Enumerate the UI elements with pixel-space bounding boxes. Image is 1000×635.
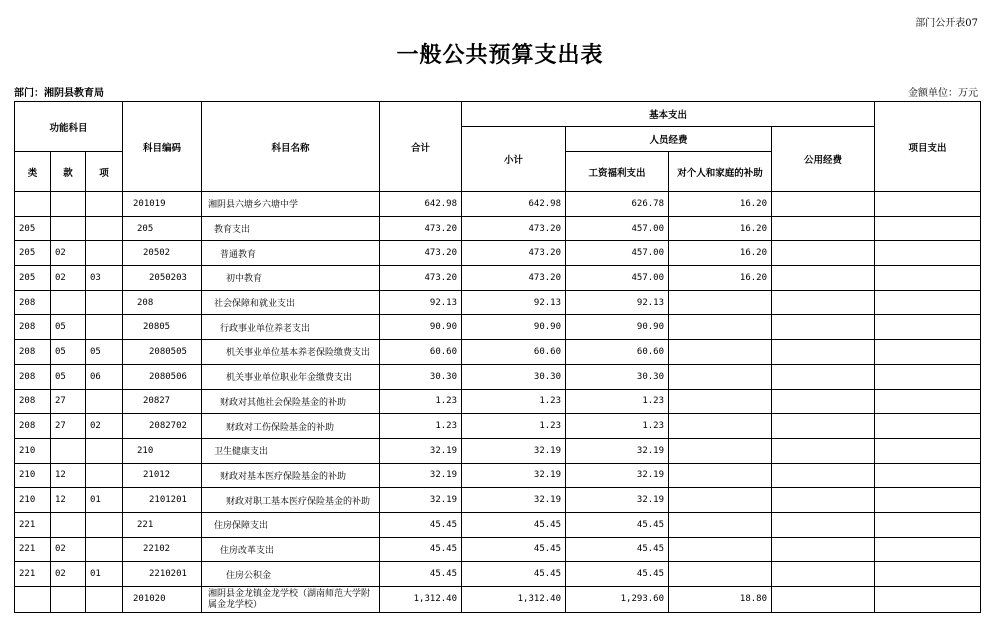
- header-total: 合计: [380, 102, 462, 192]
- cell-public: [772, 537, 875, 562]
- cell-subsidy: 16.20: [669, 241, 772, 266]
- cell-name: 普通教育: [202, 241, 380, 266]
- cell-public: [772, 241, 875, 266]
- cell-salary: 30.30: [566, 364, 669, 389]
- cell-subtotal: 473.20: [462, 266, 566, 291]
- cell-kuan: [51, 192, 86, 217]
- table-row: [15, 587, 981, 613]
- cell-subsidy: [669, 414, 772, 439]
- cell-subtotal: 45.45: [462, 512, 566, 537]
- cell-code: 20502: [123, 241, 202, 266]
- cell-salary: 1.23: [566, 414, 669, 439]
- cell-xiang: [86, 216, 123, 241]
- cell-lei: 221: [15, 512, 51, 537]
- cell-code: 221: [123, 512, 202, 537]
- cell-public: [772, 488, 875, 513]
- cell-project: [875, 340, 981, 365]
- header-xiang: 项: [86, 152, 123, 192]
- cell-code: 210: [123, 438, 202, 463]
- cell-xiang: [86, 512, 123, 537]
- cell-total: 32.19: [380, 463, 462, 488]
- cell-total: 92.13: [380, 290, 462, 315]
- cell-public: [772, 340, 875, 365]
- cell-lei: 221: [15, 562, 51, 587]
- cell-total: 473.20: [380, 266, 462, 291]
- cell-code: 2101201: [123, 488, 202, 513]
- cell-name: 初中教育: [202, 266, 380, 291]
- cell-project: [875, 438, 981, 463]
- cell-xiang: [86, 290, 123, 315]
- cell-xiang: 03: [86, 266, 123, 291]
- cell-lei: 205: [15, 266, 51, 291]
- table-code: 部门公开表07: [915, 18, 978, 29]
- cell-salary: 45.45: [566, 512, 669, 537]
- cell-subsidy: [669, 488, 772, 513]
- cell-subsidy: [669, 438, 772, 463]
- cell-kuan: 02: [51, 537, 86, 562]
- cell-xiang: 01: [86, 562, 123, 587]
- cell-salary: 457.00: [566, 241, 669, 266]
- cell-lei: 208: [15, 340, 51, 365]
- cell-kuan: 12: [51, 463, 86, 488]
- cell-code: 208: [123, 290, 202, 315]
- cell-public: [772, 587, 875, 613]
- table-row: [15, 216, 981, 241]
- table-row: [15, 512, 981, 537]
- cell-subtotal: 473.20: [462, 241, 566, 266]
- cell-project: [875, 315, 981, 340]
- table-row: [15, 463, 981, 488]
- cell-subsidy: 16.20: [669, 216, 772, 241]
- cell-subtotal: 32.19: [462, 463, 566, 488]
- cell-subtotal: 45.45: [462, 562, 566, 587]
- cell-project: [875, 364, 981, 389]
- cell-xiang: [86, 315, 123, 340]
- cell-subtotal: 1.23: [462, 414, 566, 439]
- cell-public: [772, 315, 875, 340]
- cell-kuan: [51, 290, 86, 315]
- cell-lei: 205: [15, 216, 51, 241]
- cell-subtotal: 45.45: [462, 537, 566, 562]
- cell-total: 45.45: [380, 562, 462, 587]
- cell-xiang: 02: [86, 414, 123, 439]
- cell-subtotal: 1,312.40: [462, 587, 566, 613]
- cell-lei: 208: [15, 290, 51, 315]
- cell-total: 1,312.40: [380, 587, 462, 613]
- header-kuan: 款: [51, 152, 86, 192]
- header-basic: 基本支出: [462, 102, 875, 127]
- cell-public: [772, 438, 875, 463]
- cell-subsidy: [669, 562, 772, 587]
- cell-name: 财政对其他社会保险基金的补助: [202, 389, 380, 414]
- cell-kuan: 02: [51, 241, 86, 266]
- table-row: [15, 241, 981, 266]
- cell-kuan: 27: [51, 414, 86, 439]
- cell-project: [875, 266, 981, 291]
- cell-salary: 90.90: [566, 315, 669, 340]
- cell-public: [772, 389, 875, 414]
- cell-salary: 1.23: [566, 389, 669, 414]
- table-row: [15, 414, 981, 439]
- cell-public: [772, 266, 875, 291]
- cell-public: [772, 463, 875, 488]
- page-title: 一般公共预算支出表: [396, 42, 604, 68]
- cell-project: [875, 562, 981, 587]
- cell-salary: 45.45: [566, 562, 669, 587]
- cell-salary: 626.78: [566, 192, 669, 217]
- cell-total: 32.19: [380, 438, 462, 463]
- cell-name: 财政对基本医疗保险基金的补助: [202, 463, 380, 488]
- cell-salary: 457.00: [566, 266, 669, 291]
- cell-project: [875, 463, 981, 488]
- header-public: 公用经费: [772, 127, 875, 192]
- header-lei: 类: [15, 152, 51, 192]
- cell-kuan: 02: [51, 562, 86, 587]
- cell-subtotal: 32.19: [462, 488, 566, 513]
- cell-project: [875, 414, 981, 439]
- cell-kuan: 05: [51, 364, 86, 389]
- table-row: [15, 562, 981, 587]
- cell-project: [875, 587, 981, 613]
- cell-subtotal: 92.13: [462, 290, 566, 315]
- cell-public: [772, 512, 875, 537]
- cell-subsidy: 18.80: [669, 587, 772, 613]
- cell-xiang: 06: [86, 364, 123, 389]
- table-row: [15, 266, 981, 291]
- cell-name: 财政对工伤保险基金的补助: [202, 414, 380, 439]
- cell-subsidy: [669, 463, 772, 488]
- cell-total: 45.45: [380, 512, 462, 537]
- cell-lei: 208: [15, 414, 51, 439]
- cell-project: [875, 512, 981, 537]
- cell-total: 1.23: [380, 414, 462, 439]
- cell-subtotal: 30.30: [462, 364, 566, 389]
- cell-kuan: 05: [51, 315, 86, 340]
- cell-kuan: 02: [51, 266, 86, 291]
- table-row: [15, 389, 981, 414]
- cell-xiang: 01: [86, 488, 123, 513]
- cell-lei: 210: [15, 488, 51, 513]
- cell-subsidy: 16.20: [669, 192, 772, 217]
- cell-code: 201020: [123, 587, 202, 613]
- cell-project: [875, 488, 981, 513]
- header-code: 科目编码: [123, 102, 202, 192]
- cell-lei: [15, 587, 51, 613]
- header-subtotal: 小计: [462, 127, 566, 192]
- cell-kuan: [51, 438, 86, 463]
- cell-total: 90.90: [380, 315, 462, 340]
- cell-kuan: [51, 216, 86, 241]
- table-row: [15, 438, 981, 463]
- cell-public: [772, 414, 875, 439]
- cell-kuan: [51, 512, 86, 537]
- cell-total: 60.60: [380, 340, 462, 365]
- department-label: 部门：湘阴县教育局: [14, 88, 104, 99]
- cell-lei: 208: [15, 389, 51, 414]
- cell-name: 社会保障和就业支出: [202, 290, 380, 315]
- cell-xiang: [86, 389, 123, 414]
- cell-subsidy: [669, 364, 772, 389]
- cell-name: 财政对职工基本医疗保险基金的补助: [202, 488, 380, 513]
- header-project: 项目支出: [875, 102, 981, 192]
- cell-code: 22102: [123, 537, 202, 562]
- cell-subsidy: 16.20: [669, 266, 772, 291]
- cell-xiang: [86, 537, 123, 562]
- cell-kuan: 05: [51, 340, 86, 365]
- table-row: [15, 315, 981, 340]
- cell-lei: 210: [15, 438, 51, 463]
- table-row: [15, 488, 981, 513]
- header-func: 功能科目: [15, 102, 123, 152]
- table-row: [15, 192, 981, 217]
- cell-code: 2082702: [123, 414, 202, 439]
- cell-kuan: [51, 587, 86, 613]
- table-row: [15, 340, 981, 365]
- cell-project: [875, 216, 981, 241]
- cell-salary: 92.13: [566, 290, 669, 315]
- cell-xiang: [86, 587, 123, 613]
- cell-subsidy: [669, 389, 772, 414]
- cell-xiang: [86, 241, 123, 266]
- cell-name: 湘阴县六塘乡六塘中学: [202, 192, 380, 217]
- cell-code: 20827: [123, 389, 202, 414]
- cell-subtotal: 32.19: [462, 438, 566, 463]
- cell-name: 教育支出: [202, 216, 380, 241]
- cell-name: 住房公积金: [202, 562, 380, 587]
- cell-name: 卫生健康支出: [202, 438, 380, 463]
- cell-lei: 205: [15, 241, 51, 266]
- cell-subtotal: 90.90: [462, 315, 566, 340]
- cell-total: 642.98: [380, 192, 462, 217]
- cell-subsidy: [669, 290, 772, 315]
- cell-public: [772, 192, 875, 217]
- cell-subtotal: 60.60: [462, 340, 566, 365]
- cell-xiang: [86, 192, 123, 217]
- cell-code: 21012: [123, 463, 202, 488]
- header-subsidy: 对个人和家庭的补助: [669, 152, 772, 192]
- cell-total: 32.19: [380, 488, 462, 513]
- cell-project: [875, 389, 981, 414]
- cell-code: 2050203: [123, 266, 202, 291]
- cell-name: 机关事业单位职业年金缴费支出: [202, 364, 380, 389]
- cell-total: 45.45: [380, 537, 462, 562]
- cell-xiang: 05: [86, 340, 123, 365]
- cell-xiang: [86, 438, 123, 463]
- cell-public: [772, 364, 875, 389]
- cell-public: [772, 562, 875, 587]
- cell-salary: 32.19: [566, 463, 669, 488]
- header-personnel: 人员经费: [566, 127, 772, 152]
- cell-subtotal: 642.98: [462, 192, 566, 217]
- cell-name: 住房改革支出: [202, 537, 380, 562]
- table-body: [15, 192, 981, 613]
- cell-xiang: [86, 463, 123, 488]
- cell-name: 行政事业单位养老支出: [202, 315, 380, 340]
- unit-label: 金额单位：万元: [908, 88, 978, 99]
- cell-project: [875, 290, 981, 315]
- cell-salary: 457.00: [566, 216, 669, 241]
- header-name: 科目名称: [202, 102, 380, 192]
- cell-total: 473.20: [380, 216, 462, 241]
- cell-code: 2210201: [123, 562, 202, 587]
- budget-table: [14, 101, 981, 613]
- cell-name: 湘阴县金龙镇金龙学校（湖南师范大学附属金龙学校）: [202, 587, 380, 613]
- cell-subtotal: 1.23: [462, 389, 566, 414]
- cell-subtotal: 473.20: [462, 216, 566, 241]
- table-row: [15, 364, 981, 389]
- cell-name: 住房保障支出: [202, 512, 380, 537]
- cell-lei: [15, 192, 51, 217]
- cell-code: 201019: [123, 192, 202, 217]
- cell-public: [772, 290, 875, 315]
- cell-total: 30.30: [380, 364, 462, 389]
- cell-project: [875, 192, 981, 217]
- cell-code: 2080506: [123, 364, 202, 389]
- cell-salary: 60.60: [566, 340, 669, 365]
- cell-name: 机关事业单位基本养老保险缴费支出: [202, 340, 380, 365]
- cell-kuan: 27: [51, 389, 86, 414]
- cell-lei: 208: [15, 315, 51, 340]
- table-row: [15, 537, 981, 562]
- cell-kuan: 12: [51, 488, 86, 513]
- cell-subsidy: [669, 512, 772, 537]
- cell-code: 2080505: [123, 340, 202, 365]
- cell-salary: 32.19: [566, 438, 669, 463]
- cell-lei: 221: [15, 537, 51, 562]
- cell-lei: 208: [15, 364, 51, 389]
- cell-code: 20805: [123, 315, 202, 340]
- table-row: [15, 290, 981, 315]
- cell-subsidy: [669, 537, 772, 562]
- cell-subsidy: [669, 340, 772, 365]
- cell-lei: 210: [15, 463, 51, 488]
- cell-code: 205: [123, 216, 202, 241]
- cell-salary: 32.19: [566, 488, 669, 513]
- cell-total: 473.20: [380, 241, 462, 266]
- cell-public: [772, 216, 875, 241]
- cell-project: [875, 241, 981, 266]
- header-salary: 工资福利支出: [566, 152, 669, 192]
- cell-subsidy: [669, 315, 772, 340]
- cell-project: [875, 537, 981, 562]
- cell-total: 1.23: [380, 389, 462, 414]
- cell-salary: 1,293.60: [566, 587, 669, 613]
- cell-salary: 45.45: [566, 537, 669, 562]
